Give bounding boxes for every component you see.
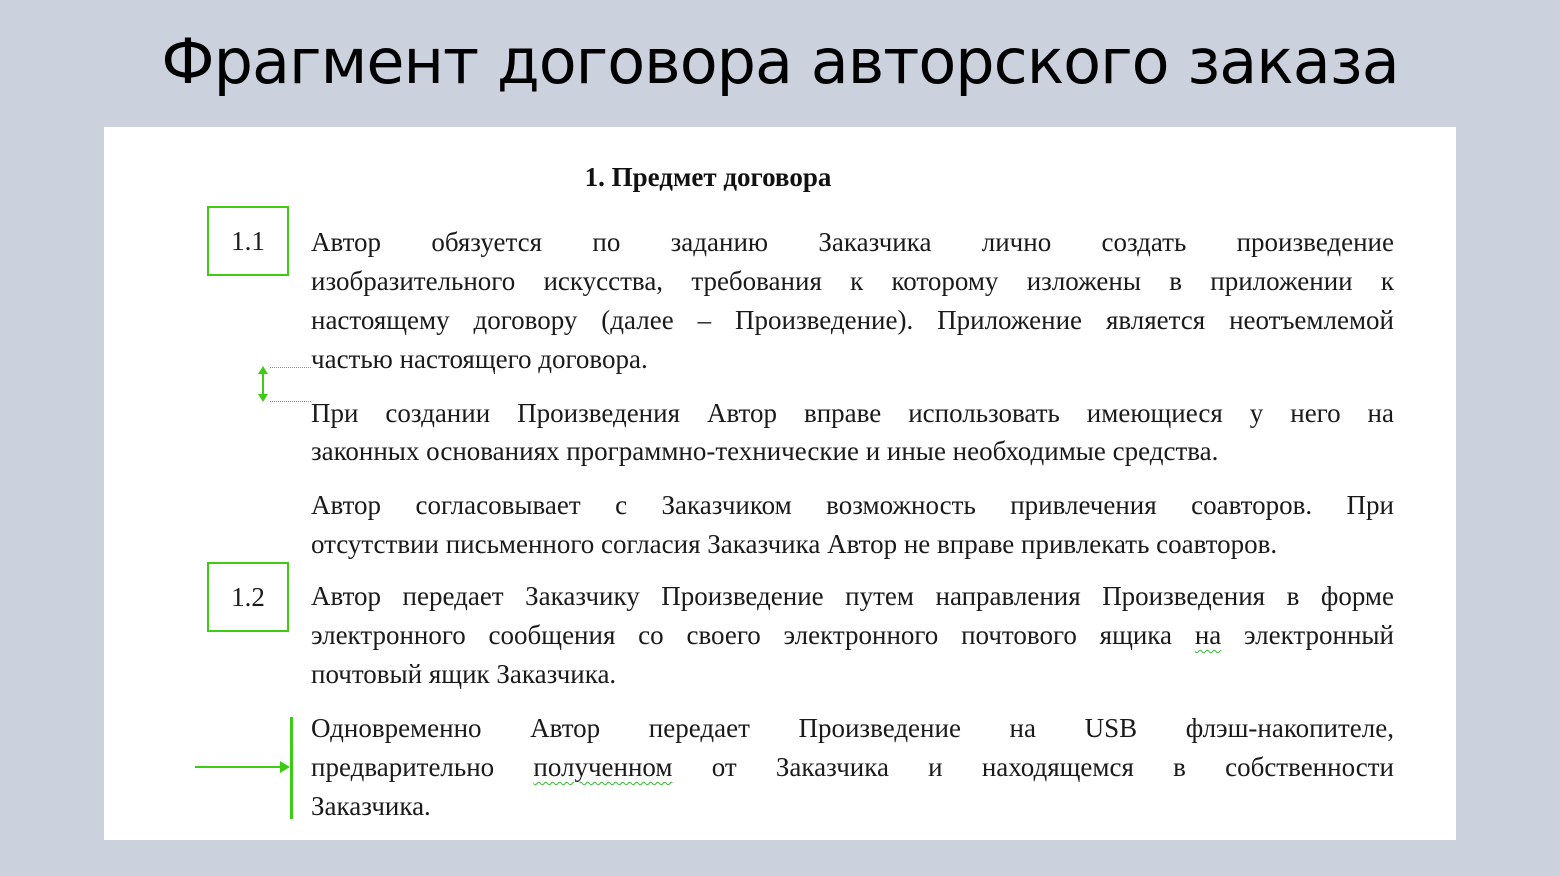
paragraph-line: [311, 616, 1394, 655]
paragraph-line: [311, 432, 1394, 471]
text-segment: Заказчика.: [311, 791, 431, 821]
text-segment: При создании Произведения Автор вправе использовать имеющиеся у него на: [311, 398, 1394, 428]
paragraph-line: [311, 223, 1394, 262]
text-segment: Автор передает Заказчику Произведение путем направления Произведения в форме: [311, 581, 1394, 611]
text-segment: предварительно: [311, 752, 534, 782]
paragraph-line: [311, 748, 1394, 787]
paragraph-line: [311, 577, 1394, 616]
paragraph-line: [311, 262, 1394, 301]
spellcheck-underlined-word: полученном: [533, 752, 673, 782]
clause-number-box: 1.2: [207, 562, 289, 632]
double-arrow-icon: [256, 366, 270, 402]
text-segment: настоящему договору (далее – Произведение). Приложение является неотъемлемой: [311, 305, 1394, 335]
text-segment: Автор обязуется по заданию Заказчика лично создать произведение: [311, 227, 1394, 257]
spellcheck-underlined-word: на: [1194, 620, 1222, 650]
paragraph-line: [311, 301, 1394, 340]
paragraph-line: [311, 709, 1394, 748]
paragraph-line: [311, 655, 1394, 694]
text-segment: электронного сообщения со своего электронного почтового ящика: [311, 620, 1195, 650]
text-segment: от Заказчика и находящемся в собственности: [672, 752, 1394, 782]
text-segment: изобразительного искусства, требования к которому изложены в приложении к: [311, 266, 1394, 296]
text-segment: законных основаниях программно-технические и иные необходимые средства.: [311, 436, 1219, 466]
paragraph-line: [311, 787, 1394, 826]
text-segment: частью настоящего договора.: [311, 344, 648, 374]
section-heading: 1. Предмет договора: [584, 162, 832, 192]
text-segment: отсутствии письменного согласия Заказчика Автор не вправе привлекать соавторов.: [311, 529, 1278, 559]
paragraph-line: [311, 486, 1394, 525]
text-segment: электронный: [1221, 620, 1394, 650]
text-segment: Одновременно Автор передает Произведение на USB флэш-накопителе,: [311, 713, 1394, 743]
arrow-right-icon: [280, 761, 290, 773]
paragraph-line: [311, 525, 1394, 564]
text-segment: почтовый ящик Заказчика.: [311, 659, 617, 689]
paragraph-line: [311, 394, 1394, 433]
text-segment: Автор согласовывает с Заказчиком возможность привлечения соавторов. При: [311, 490, 1394, 520]
paragraph-line: [311, 340, 1394, 379]
clause-number-box: 1.1: [207, 206, 289, 276]
slide-title: Фрагмент договора авторского заказа: [161, 25, 1399, 98]
